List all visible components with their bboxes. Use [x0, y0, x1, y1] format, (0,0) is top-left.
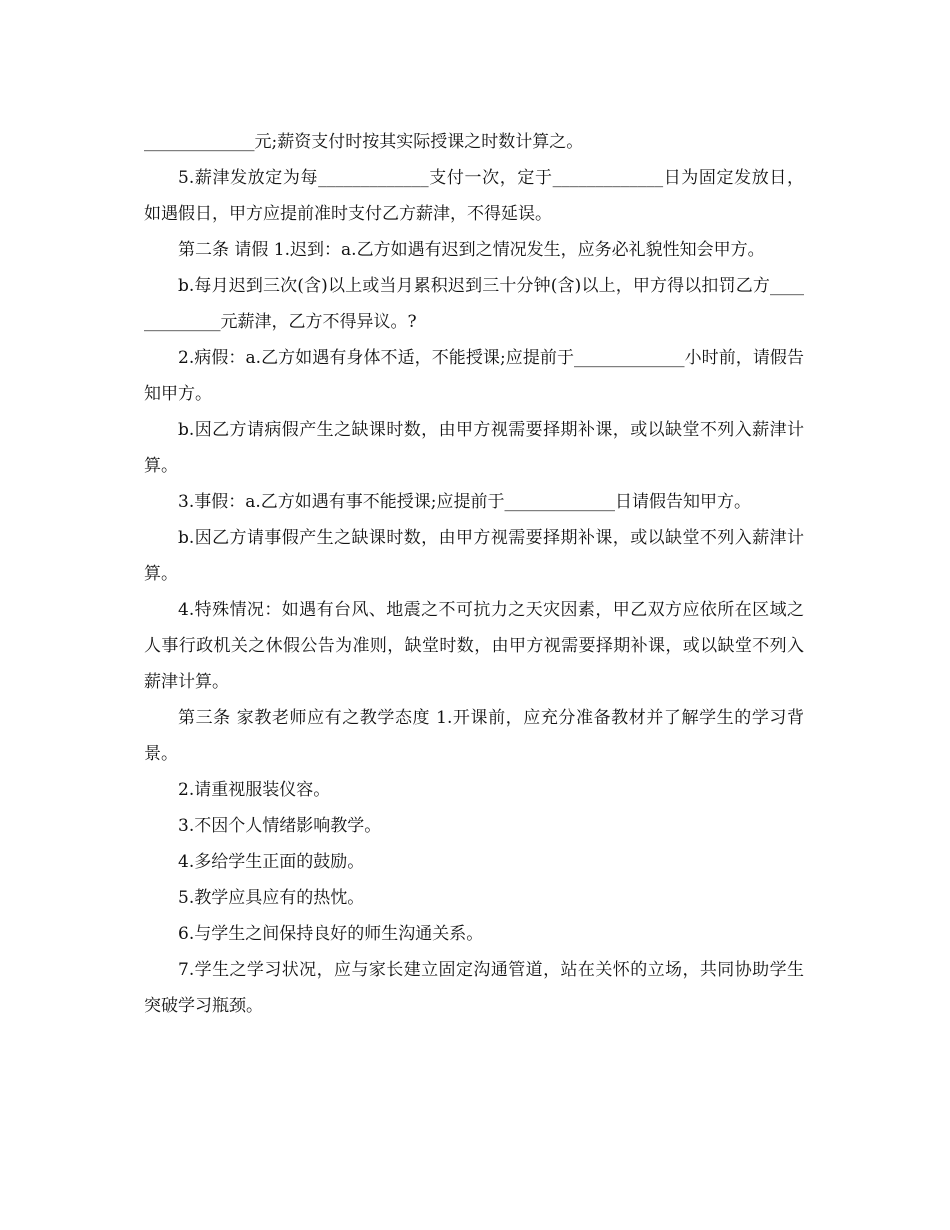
paragraph-payment-schedule: 5.薪津发放定为每_____________支付一次，定于_____________日为固定发放日，如遇假日，甲方应提前准时支付乙方薪津，不得延误。	[144, 168, 804, 224]
paragraph-encouragement: 4.多给学生正面的鼓励。	[178, 852, 365, 872]
paragraph-attire: 2.请重视服装仪容。	[178, 780, 331, 800]
paragraph-enthusiasm: 5.教学应具应有的热忱。	[178, 888, 365, 908]
paragraph-article3-preparation: 第三条 家教老师应有之教学态度 1.开课前，应充分准备教材并了解学生的学习背景。	[144, 708, 804, 764]
paragraph-sick-leave-makeup: b.因乙方请病假产生之缺课时数，由甲方视需要择期补课，或以缺堂不列入薪津计算。	[144, 420, 804, 476]
document-body	[144, 124, 804, 1024]
paragraph-parent-communication: 7.学生之学习状况，应与家长建立固定沟通管道，站在关怀的立场，共同协助学生突破学习瓶颈。	[144, 960, 804, 1016]
paragraph-sick-leave: 2.病假：a.乙方如遇有身体不适，不能授课;应提前于_____________小时前，请假告知甲方。	[144, 348, 804, 404]
paragraph-article2-late: 第二条 请假 1.迟到：a.乙方如遇有迟到之情况发生，应务必礼貌性知会甲方。	[178, 240, 765, 260]
paragraph-personal-leave-makeup: b.因乙方请事假产生之缺课时数，由甲方视需要择期补课，或以缺堂不列入薪津计算。	[144, 528, 804, 584]
paragraph-communication: 6.与学生之间保持良好的师生沟通关系。	[178, 924, 484, 944]
paragraph-personal-leave: 3.事假：a.乙方如遇有事不能授课;应提前于_____________日请假告知甲方。	[178, 492, 751, 512]
paragraph-late-penalty: b.每月迟到三次(含)以上或当月累积迟到三十分钟(含)以上，甲方得以扣罚乙方_____________元薪津，乙方不得异议。?	[144, 276, 804, 332]
paragraph-emotions: 3.不因个人情绪影响教学。	[178, 816, 382, 836]
paragraph-salary-calc: _____________元;薪资支付时按其实际授课之时数计算之。	[144, 132, 584, 152]
paragraph-special-circumstances: 4.特殊情况：如遇有台风、地震之不可抗力之天灾因素，甲乙双方应依所在区域之人事行政机关之休假公告为准则，缺堂时数，由甲方视需要择期补课，或以缺堂不列入薪津计算。	[144, 600, 804, 692]
